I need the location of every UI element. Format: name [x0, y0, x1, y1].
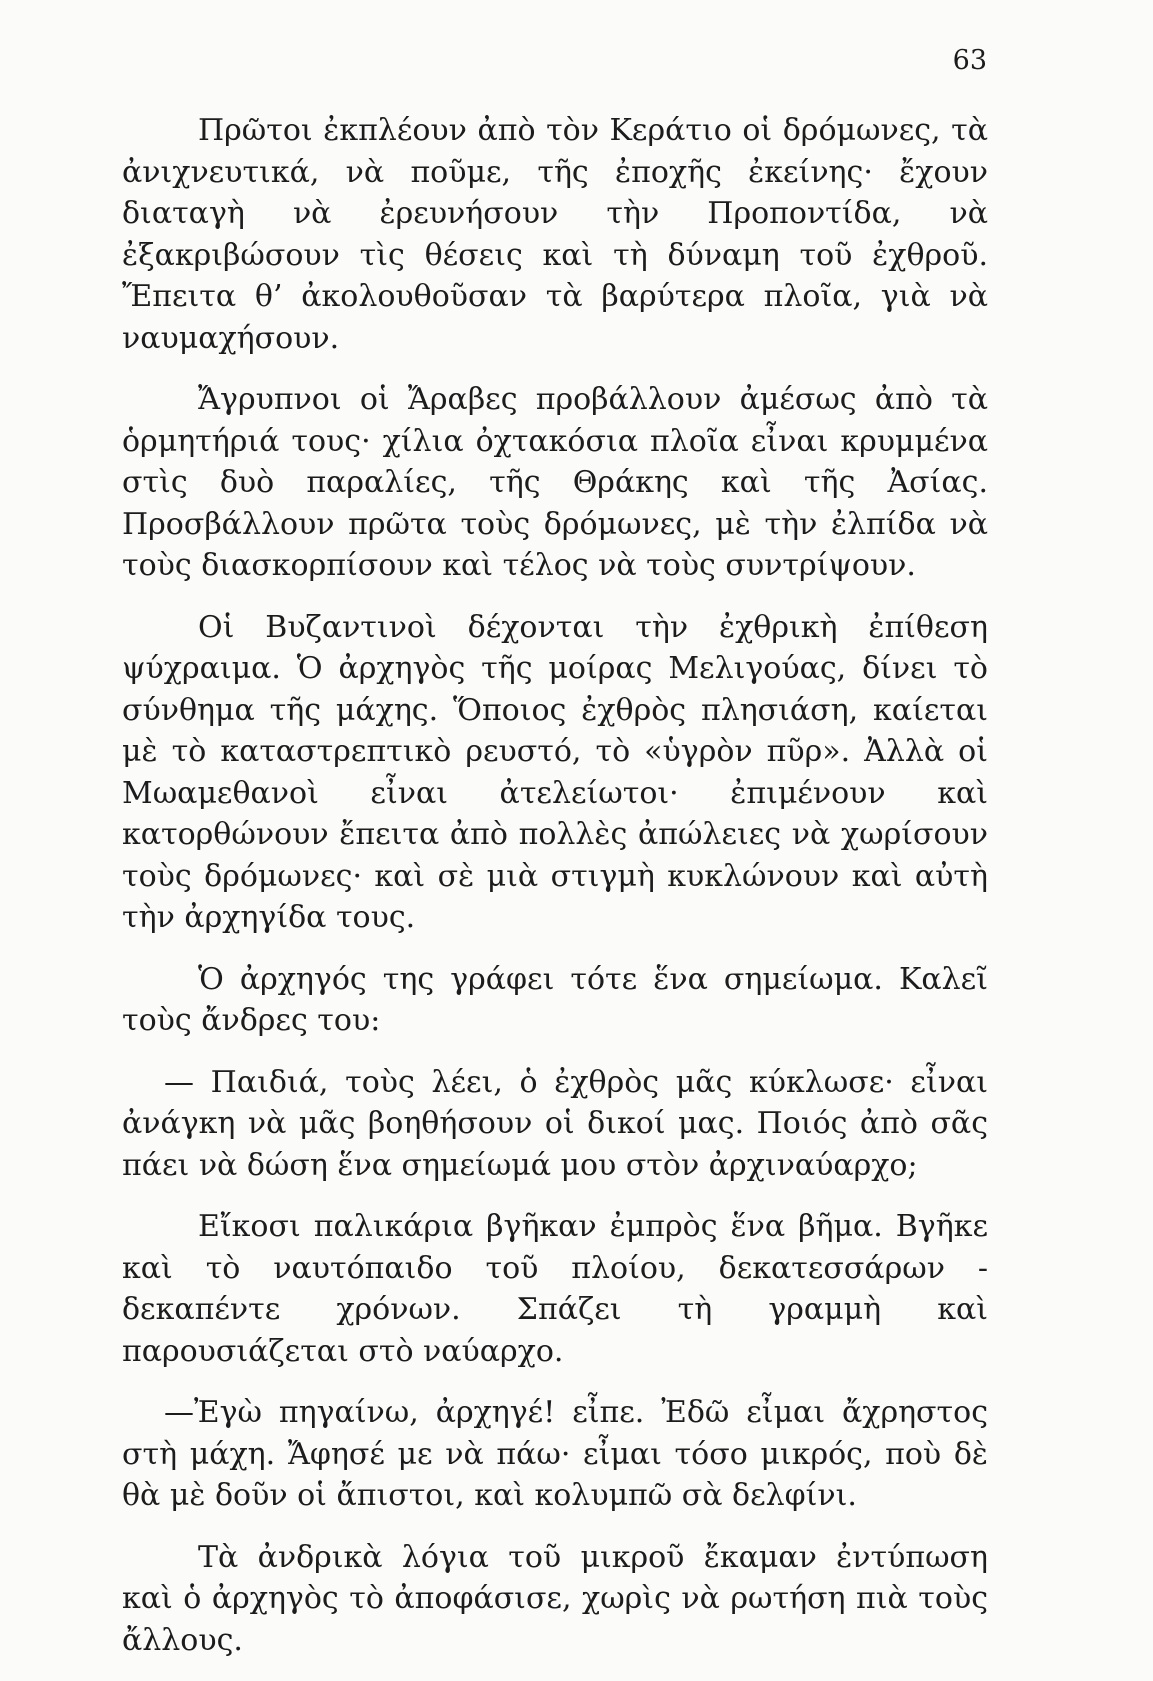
paragraph-3: Οἱ Βυζαντινοὶ δέχονται τὴν ἐχθρικὴ ἐπίθεση ψύχραιμα. Ὁ ἀρχηγὸς τῆς μοίρας Μελιγούας, δίνει τὸ σύνθημα τῆς μάχης. Ὅποιος ἐχθρὸς πλησιάση, καίεται μὲ τὸ καταστρεπτικὸ ρευστό, τὸ «ὑγρὸν πῦρ». Ἀλλὰ οἱ Μωαμεθανοὶ εἶναι ἀτελείωτοι· ἐπιμένουν καὶ κατορθώνουν ἔπειτα ἀπὸ πολλὲς ἀπώλειες νὰ χωρίσουν τοὺς δρόμωνες· καὶ σὲ μιὰ στιγμὴ κυκλώνουν καὶ αὐτὴ τὴν ἀρχηγίδα τους.	[122, 609, 988, 935]
paragraph-1: Πρῶτοι ἐκπλέουν ἀπὸ τὸν Κεράτιο οἱ δρόμωνες, τὰ ἀνιχνευτικά, νὰ ποῦμε, τῆς ἐποχῆς ἐκείνης· ἔχουν διαταγὴ νὰ ἐρευνήσουν τὴν Προποντίδα, νὰ ἐξακριβώσουν τὶς θέσεις καὶ τὴ δύναμη τοῦ ἐχθροῦ. Ἔπειτα θ’ ἀκολουθοῦσαν τὰ βαρύτερα πλοῖα, γιὰ νὰ ναυμαχήσουν.	[122, 113, 988, 356]
paragraph-8: Τὰ ἀνδρικὰ λόγια τοῦ μικροῦ ἔκαμαν ἐντύπωση καὶ ὁ ἀρχηγὸς τὸ ἀποφάσισε, χωρὶς νὰ ρωτήση πιὰ τοὺς ἄλλους.	[122, 1539, 988, 1658]
body-text	[122, 110, 988, 1681]
paragraph-7-dialogue: —Ἐγὼ πηγαίνω, ἀρχηγέ! εἶπε. Ἐδῶ εἶμαι ἄχρηστος στὴ μάχη. Ἄφησέ με νὰ πάω· εἶμαι τόσο μικρός, ποὺ δὲ θὰ μὲ δοῦν οἱ ἄπιστοι, καὶ κολυμπῶ σὰ δελφίνι.	[122, 1395, 988, 1513]
paragraph-5-dialogue: — Παιδιά, τοὺς λέει, ὁ ἐχθρὸς μᾶς κύκλωσε· εἶναι ἀνάγκη νὰ μᾶς βοηθήσουν οἱ δικοί μας. Ποιός ἀπὸ σᾶς πάει νὰ δώση ἕνα σημείωμά μου στὸν ἀρχιναύαρχο;	[122, 1064, 988, 1183]
paragraph-4: Ὁ ἀρχηγός της γράφει τότε ἕνα σημείωμα. Καλεῖ τοὺς ἄνδρες του:	[122, 961, 988, 1038]
paragraph-2: Ἄγρυπνοι οἱ Ἄραβες προβάλλουν ἀμέσως ἀπὸ τὰ ὁρμητήριά τους· χίλια ὀχτακόσια πλοῖα εἶναι κρυμμένα στὶς δυὸ παραλίες, τῆς Θράκης καὶ τῆς Ἀσίας. Προσβάλλουν πρῶτα τοὺς δρόμωνες, μὲ τὴν ἐλπίδα νὰ τοὺς διασκορπίσουν καὶ τέλος νὰ τοὺς συντρίψουν.	[122, 382, 988, 583]
page-number: 63	[952, 45, 987, 76]
paragraph-6: Εἴκοσι παλικάρια βγῆκαν ἐμπρὸς ἕνα βῆμα. Βγῆκε καὶ τὸ ναυτόπαιδο τοῦ πλοίου, δεκατεσσάρων - δεκαπέντε χρόνων. Σπάζει τὴ γραμμὴ καὶ παρουσιάζεται στὸ ναύαρχο.	[122, 1209, 988, 1369]
